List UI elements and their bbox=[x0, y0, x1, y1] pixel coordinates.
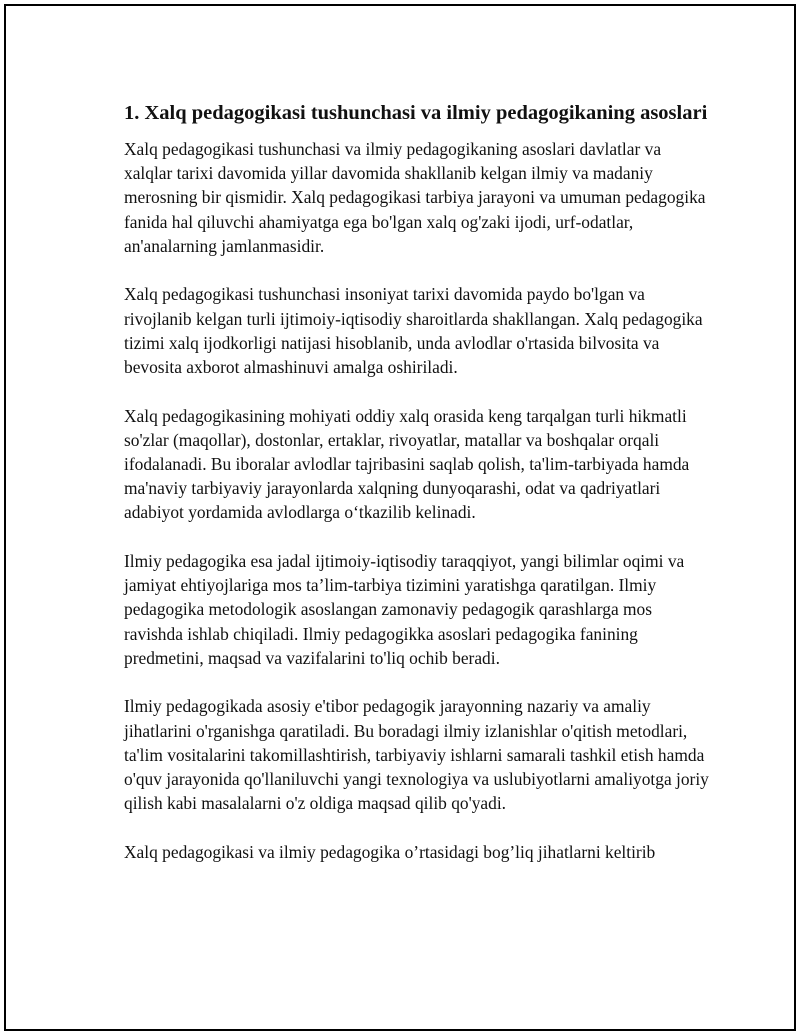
paragraph-2: Xalq pedagogikasi tushunchasi insoniyat tarixi davomida paydo bo'lgan va rivojlanib kelgan turli ijtimoiy-iqtisodiy sharoitlarda shakllangan. Xalq pedagogika tizimi xalq ijodkorligi natijasi hisoblanib, unda avlodlar o'rtasida bilvosita va bevosita axborot almashinuvi amalga oshiriladi. bbox=[124, 284, 703, 378]
page-frame bbox=[4, 4, 796, 1031]
paragraph-6: Xalq pedagogikasi va ilmiy pedagogika o’rtasidagi bog’liq jihatlarni keltirib bbox=[124, 841, 656, 862]
paragraph-1: Xalq pedagogikasi tushunchasi va ilmiy pedagogikaning asoslari davlatlar va xalqlar tarixi davomida yillar davomida shakllanib kelgan ilmiy va madaniy merosning bir qismidir. Xalq pedagogikasi tarbiya jarayoni va umuman pedagogika fanida hal qiluvchi ahamiyatga ega bo'lgan xalq og'zaki ijodi, urf-odatlar, an'analarning jamlanmasidir. bbox=[124, 139, 706, 256]
document-body bbox=[124, 99, 709, 888]
paragraph-3: Xalq pedagogikasining mohiyati oddiy xalq orasida keng tarqalgan turli hikmatli so'zlar (maqollar), dostonlar, ertaklar, rivoyatlar, matallar va boshqalar orqali ifodalanadi. Bu iboralar avlodlar tajribasini saqlab qolish, ta'lim-tarbiyada hamda ma'naviy tarbiyaviy jarayonlarda xalqning dunyoqarashi, odat va qadriyatlari adabiyot yordamida avlodlarga o‘tkazilib kelinadi. bbox=[124, 405, 690, 523]
paragraph-4: Ilmiy pedagogika esa jadal ijtimoiy-iqtisodiy taraqqiyot, yangi bilimlar oqimi va jamiyat ehtiyojlariga mos ta’lim-tarbiya tizimini yaratishga qaratilgan. Ilmiy pedagogika metodologik asoslangan zamonaviy pedagogik qarashlarga mos ravishda ishlab chiqiladi. Ilmiy pedagogikka asoslari pedagogika fanining predmetini, maqsad va vazifalarini to'liq ochib beradi. bbox=[124, 551, 685, 668]
section-heading: 1. Xalq pedagogikasi tushunchasi va ilmiy pedagogikaning asoslari bbox=[124, 102, 708, 124]
paragraph-5: Ilmiy pedagogikada asosiy e'tibor pedagogik jarayonning nazariy va amaliy jihatlarini o'rganishga qaratiladi. Bu boradagi ilmiy izlanishlar o'qitish metodlari, ta'lim vositalarini takomillashtirish, tarbiyaviy ishlarni samarali tashkil etish hamda o'quv jarayonida qo'llaniluvchi yangi texnologiya va uslubiyotlarni amaliyotga joriy qilish kabi masalalarni o'z oldiga maqsad qilib qo'yadi. bbox=[124, 696, 709, 814]
